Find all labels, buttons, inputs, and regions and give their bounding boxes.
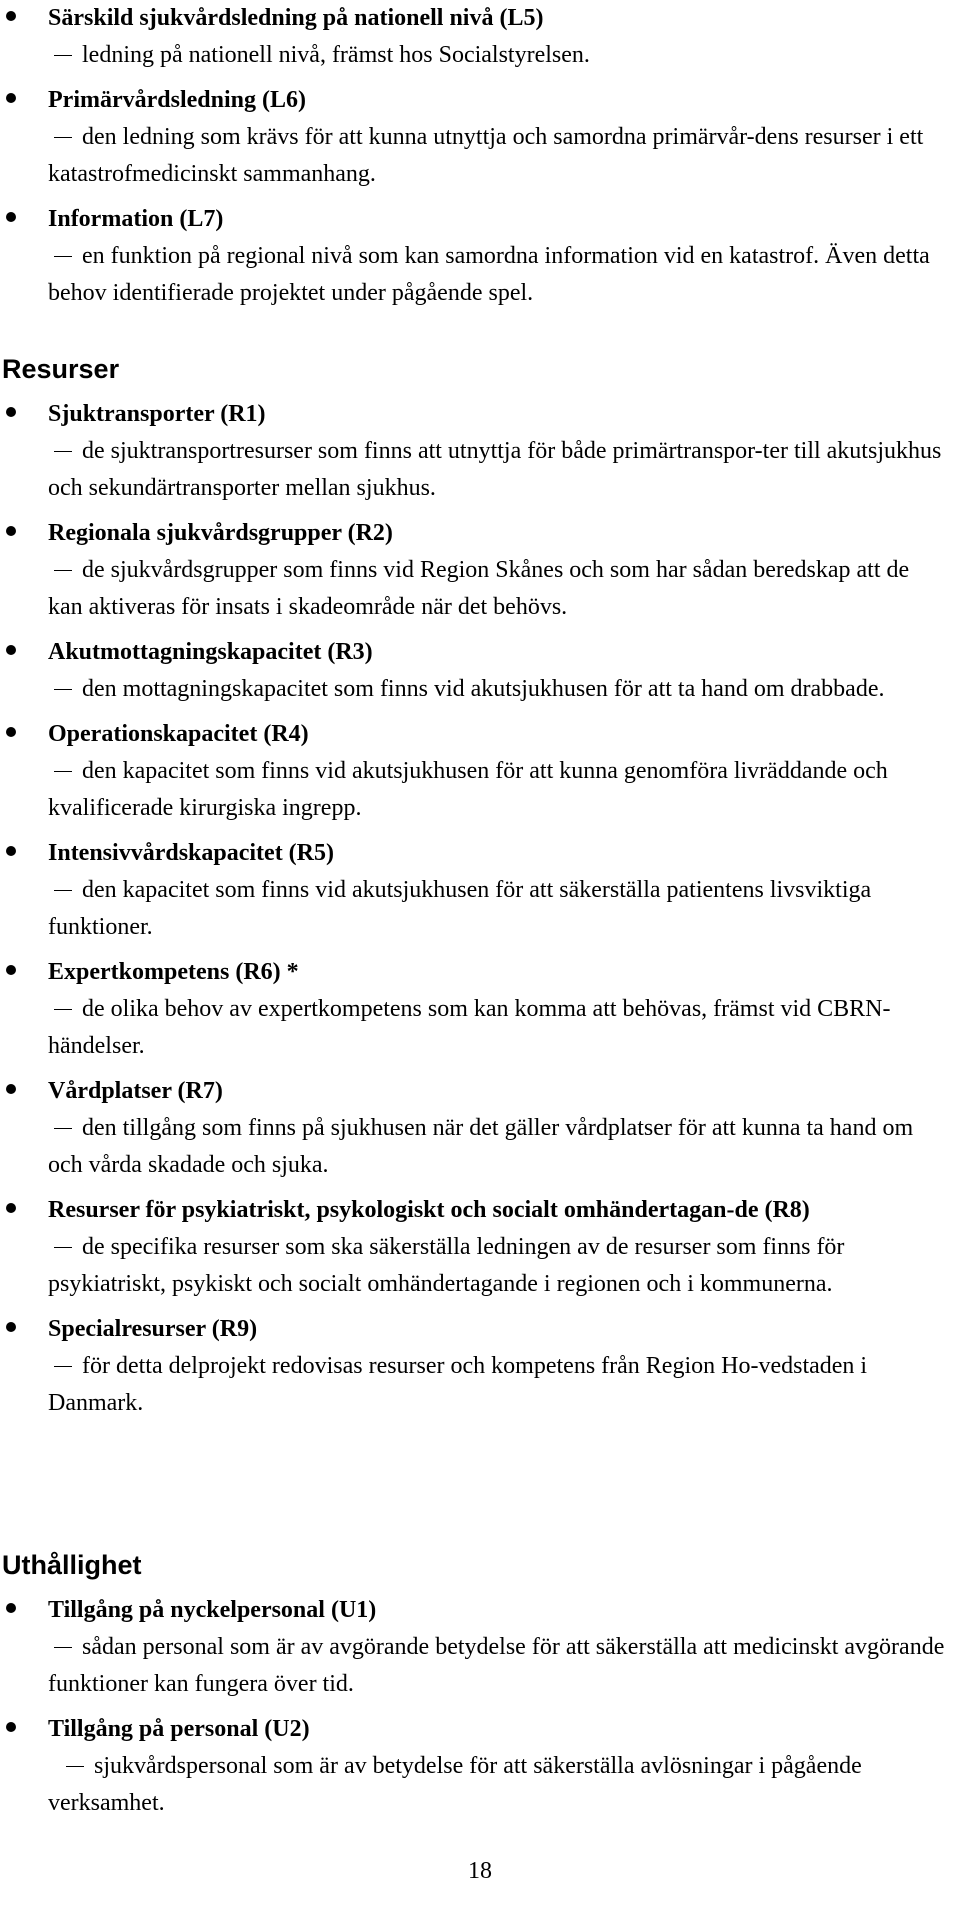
item-title: Sjuktransporter (R1): [48, 401, 266, 427]
bullet-icon: [6, 407, 16, 417]
list-item: [0, 82, 960, 193]
dash-icon: [54, 570, 72, 571]
item-description: för detta delprojekt redovisas resurser och kompetens från Region Ho-vedstaden i Danmark.: [48, 1353, 868, 1416]
bullet-icon: [6, 1203, 16, 1213]
list-item: [0, 634, 960, 708]
dash-icon: [54, 451, 72, 452]
item-description: de olika behov av expertkompetens som kan komma att behövas, främst vid CBRN-händelser.: [48, 996, 891, 1059]
dash-icon: [54, 890, 72, 891]
bullet-icon: [6, 1322, 16, 1332]
page-number: 18: [468, 1858, 492, 1884]
item-title: Vårdplatser (R7): [48, 1078, 223, 1104]
item-title: Specialresurser (R9): [48, 1316, 258, 1342]
ledning-section: [0, 0, 960, 320]
list-item: [0, 1192, 960, 1303]
item-description: den kapacitet som finns vid akutsjukhusen för att kunna genomföra livräddande och kvalificerade kirurgiska ingrepp.: [48, 758, 888, 821]
dash-icon: [54, 1009, 72, 1010]
item-title: Tillgång på nyckelpersonal (U1): [48, 1597, 377, 1623]
dash-icon: [54, 689, 72, 690]
item-title: Operationskapacitet (R4): [48, 721, 309, 747]
item-description: den ledning som krävs för att kunna utnyttja och samordna primärvår-dens resurser i ett katastrofmedicinskt sammanhang.: [48, 124, 924, 187]
bullet-icon: [6, 1084, 16, 1094]
bullet-icon: [6, 645, 16, 655]
bullet-icon: [6, 93, 16, 103]
list-item: [0, 1073, 960, 1184]
bullet-icon: [6, 846, 16, 856]
dash-icon: [54, 1247, 72, 1248]
bullet-icon: [6, 212, 16, 222]
list-item: [0, 716, 960, 827]
dash-icon: [54, 256, 72, 257]
dash-icon: [66, 1766, 84, 1767]
item-description: den kapacitet som finns vid akutsjukhusen för att säkerställa patientens livsviktiga funktioner.: [48, 877, 872, 940]
item-description: sådan personal som är av avgörande betydelse för att säkerställa att medicinskt avgörande funktioner kan fungera över tid.: [48, 1634, 945, 1697]
item-title: Information (L7): [48, 206, 224, 232]
list-item: [0, 396, 960, 507]
bullet-icon: [6, 526, 16, 536]
item-title: Expertkompetens (R6) *: [48, 959, 299, 985]
item-description: sjukvårdspersonal som är av betydelse för att säkerställa avlösningar i pågående verksamhet.: [48, 1753, 862, 1816]
item-title: Primärvårdsledning (L6): [48, 87, 306, 113]
dash-icon: [54, 1366, 72, 1367]
bullet-icon: [6, 11, 16, 21]
dash-icon: [54, 1647, 72, 1648]
item-description: ledning på nationell nivå, främst hos Socialstyrelsen.: [48, 37, 948, 74]
resurser-section: [0, 352, 960, 1430]
list-item: [0, 954, 960, 1065]
item-title: Regionala sjukvårdsgrupper (R2): [48, 520, 393, 546]
item-description: den mottagningskapacitet som finns vid akutsjukhusen för att ta hand om drabbade.: [48, 671, 948, 708]
item-description: en funktion på regional nivå som kan samordna information vid en katastrof. Även detta behov identifierade projektet under pågående spel.: [48, 243, 930, 306]
section-heading-uthallighet: Uthållighet: [2, 1550, 142, 1580]
item-title: Tillgång på personal (U2): [48, 1716, 310, 1742]
item-description: de sjuktransportresurser som finns att utnyttja för både primärtranspor-ter till akutsjukhus och sekundärtransporter mellan sjukhus.: [48, 438, 942, 501]
dash-icon: [54, 55, 72, 56]
uthallighet-section: [0, 1548, 960, 1830]
bullet-icon: [6, 1722, 16, 1732]
item-title: Akutmottagningskapacitet (R3): [48, 639, 373, 665]
list-item: [0, 515, 960, 626]
item-title: Resurser för psykiatriskt, psykologiskt och socialt omhändertagan-de (R8): [48, 1197, 810, 1223]
list-item: [0, 0, 960, 74]
item-description: den tillgång som finns på sjukhusen när det gäller vårdplatser för att kunna ta hand om och vårda skadade och sjuka.: [48, 1115, 914, 1178]
item-description: de specifika resurser som ska säkerställa ledningen av de resurser som finns för psykiatriskt, psykiskt och socialt omhändertagande i regionen och i kommunerna.: [48, 1234, 845, 1297]
list-item: [0, 1711, 960, 1822]
dash-icon: [54, 771, 72, 772]
bullet-icon: [6, 1603, 16, 1613]
list-item: [0, 835, 960, 946]
dash-icon: [54, 137, 72, 138]
dash-icon: [54, 1128, 72, 1129]
list-item: [0, 1592, 960, 1703]
item-title: Särskild sjukvårdsledning på nationell nivå (L5): [48, 5, 544, 31]
bullet-icon: [6, 965, 16, 975]
section-heading-resurser: Resurser: [2, 354, 120, 384]
item-description: de sjukvårdsgrupper som finns vid Region Skånes och som har sådan beredskap att de kan aktiveras för insats i skadeområde när det behövs.: [48, 557, 910, 620]
list-item: [0, 1311, 960, 1422]
bullet-icon: [6, 727, 16, 737]
list-item: [0, 201, 960, 312]
item-title: Intensivvårdskapacitet (R5): [48, 840, 334, 866]
